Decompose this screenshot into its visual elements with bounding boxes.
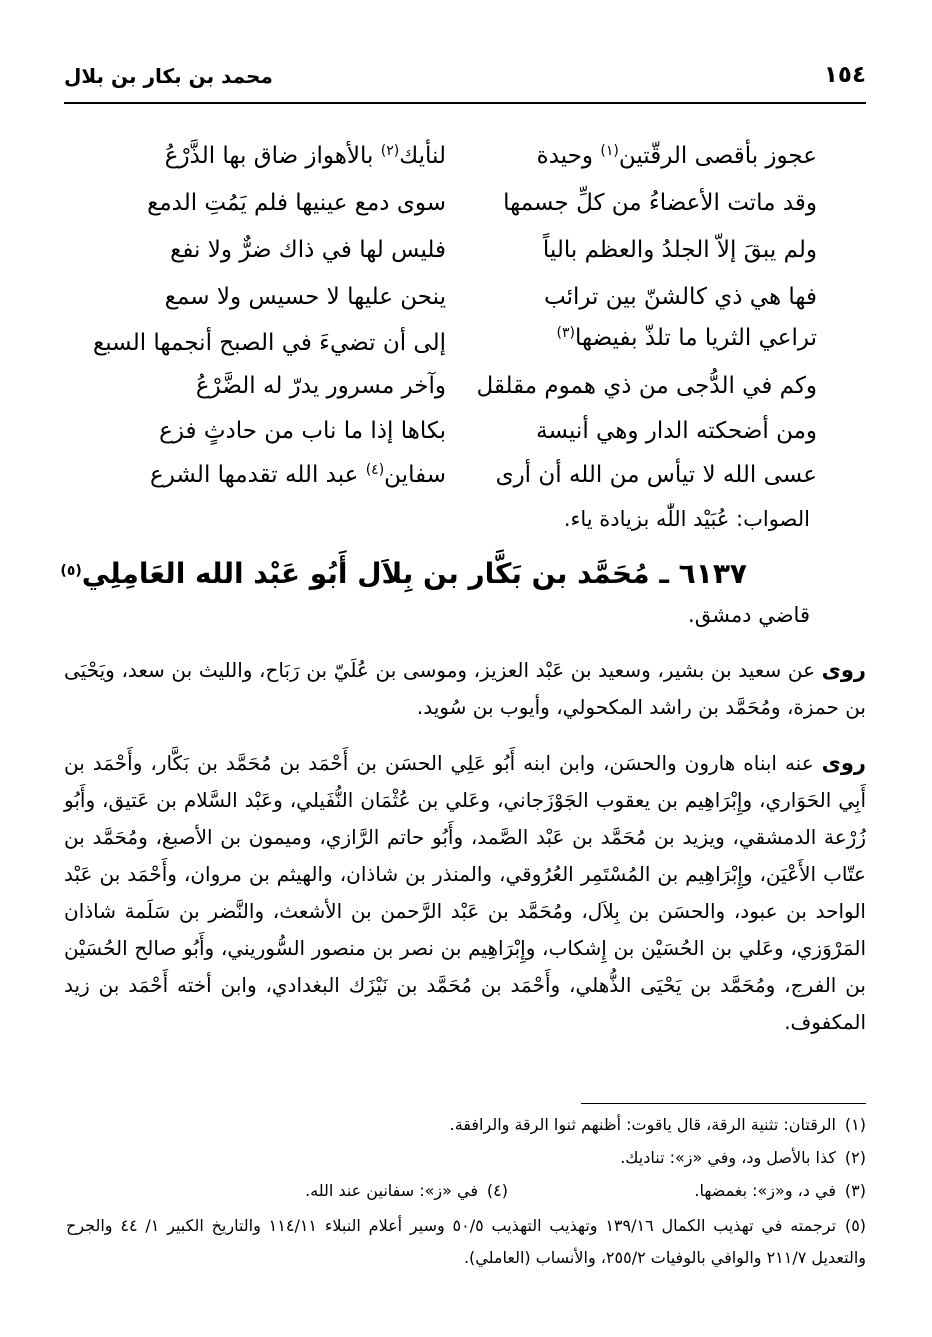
verse-left-6: وآخر مسرور يدرّ له الضَّرْعُ — [195, 373, 446, 399]
footnote-1: (١)الرقتان: تثنية الرقة، قال ياقوت: أظنهم ثنوا الرقة والرافقة. — [449, 1115, 866, 1134]
rawa-label: روى — [821, 658, 866, 682]
paragraph-narrated-from: روى عن سعيد بن بشير، وسعيد بن عَبْد العزيز، وموسى بن عُلَيّ بن رَبَاح، والليث بن سعد، ويَحْيَى بن حمزة، ومُحَمَّد بن راشد المكحولي، وأيوب بن سُويد. — [64, 658, 866, 719]
footnote-marker-2: (٢) — [380, 143, 400, 159]
correction-note: الصواب: عُبَيْد اللّٰه بزيادة ياء. — [563, 507, 810, 531]
footnote-marker-5: (٥) — [60, 563, 82, 579]
verse-right-3: ولم يبقَ إلاّ الجلدُ والعظم بالياً — [542, 237, 817, 263]
paragraph-narrators: روى عنه ابناه هارون والحسَن، وابن ابنه أَبُو عَلِي الحسَن بن أَحْمَد بن مُحَمَّد بن بَكَّار، وأَحْمَد بن أَبِي الحَوَاري، وإِبْرَاهِيم بن يعقوب الجَوْزَجاني، وعَلي بن عُثْمَان النُّفَيلي، وعَبْد السَّلام بن عَتيق، وأَبُو زُرْعة الدمشقي، ويزيد بن مُحَمَّد بن عَبْد الصَّمد، وأَبُو حاتم الرَّازي، وميمون بن الأصبغ، ومُحَمَّد بن عتّاب الأَعْيَن، وإِبْرَاهِيم بن المُسْتَمِر العُرُوقي، والمنذر بن شاذان، والهيثم بن مروان، وأَحْمَد بن عَبْد الواحد بن عبود، والحسَن بن بِلاَل، ومُحَمَّد بن عَبْد الرَّحمن بن الأشعث، والنَّضر بن سَلَمة شاذان المَرْوَزي، وعَلي بن الحُسَيْن بن إِشكاب، وإِبْرَاهِيم بن نصر بن منصور السُّوريني، وأَبُو صالح الحُسَيْن بن الفرج، ومُحَمَّد بن يَحْيَى الذُّهلي، وأَحْمَد بن مُحَمَّد بن نَيْزَك البغدادي، وابن أخته أَحْمَد بن زيد المكفوف. — [64, 751, 866, 1034]
verse-right-1: عجوز بأقصى الرقّتين$^{(١)}$ وحيدة — [536, 143, 817, 169]
verse-right-8: عسى الله لا تيأس من الله أن أرى — [495, 462, 817, 488]
footnote-marker-1: (١) — [600, 143, 619, 159]
verse-right-5: تراعي الثريا ما تلذّ بفيضها$^{(٣)}$ — [556, 325, 817, 351]
footnote-2: (٢)كذا بالأصل ود، وفي «ز»: تناديك. — [620, 1148, 866, 1167]
verse-left-3: فليس لها في ذاك ضرٌّ ولا نفع — [170, 237, 446, 263]
verse-left-5: إلى أن تضيءَ في الصبح أنجمها السبع — [93, 330, 446, 356]
verse-left-8: سفاين$^{(٤)}$ عبد الله تقدمها الشرع — [150, 462, 446, 488]
running-title: محمد بن بكار بن بلال — [64, 64, 273, 88]
entry-description: قاضي دمشق. — [688, 603, 810, 627]
verse-right-4: فها هي ذي كالشنّ بين ترائب — [543, 284, 817, 310]
verse-left-2: سوى دمع عينيها فلم يَمُتِ الدمع — [147, 190, 446, 216]
verse-left-1: لنأيك$^{(٢)}$ بالأهواز ضاق بها الذَّرْعُ — [164, 143, 446, 169]
verse-left-4: ينحن عليها لا حسيس ولا سمع — [164, 284, 446, 310]
footnote-4: (٤)في «ز»: سفانين عند الله. — [305, 1181, 508, 1200]
verse-right-7: ومن أضحكته الدار وهي أنيسة — [536, 418, 817, 444]
rawa-label: روى — [821, 751, 866, 775]
page-number: ١٥٤ — [823, 62, 866, 88]
footnote-marker-3: (٣) — [556, 325, 575, 341]
footnote-rule — [581, 1103, 866, 1104]
footnote-marker-4: (٤) — [365, 462, 385, 478]
entry-heading: ٦١٣٧ ـ مُحَمَّد بن بَكَّار بن بِلاَل أَبُو عَبْد الله العَامِلِي$^{(٥)}$ — [60, 557, 747, 590]
footnote-3: (٣)في د، و«ز»: بغمضها. — [694, 1181, 866, 1200]
verse-right-6: وكم في الدُّجى من ذي هموم مقلقل — [476, 373, 817, 399]
footnote-5: (٥)ترجمته في تهذيب الكمال ١٣٩/١٦ وتهذيب التهذيب ٥٠/٥ وسير أعلام النبلاء ١١٤/١١ والتاريخ الكبير ١/ ٤٤ والجرح والتعديل ٢١١/٧ والوافي بالوفيات ٢٥٥/٢، والأنساب (العاملي). — [66, 1216, 867, 1267]
verse-left-7: بكاها إذا ما ناب من حادثٍ فزع — [159, 418, 446, 444]
verse-right-2: وقد ماتت الأعضاءُ من كلِّ جسمها — [503, 190, 817, 216]
header-rule — [64, 102, 866, 104]
